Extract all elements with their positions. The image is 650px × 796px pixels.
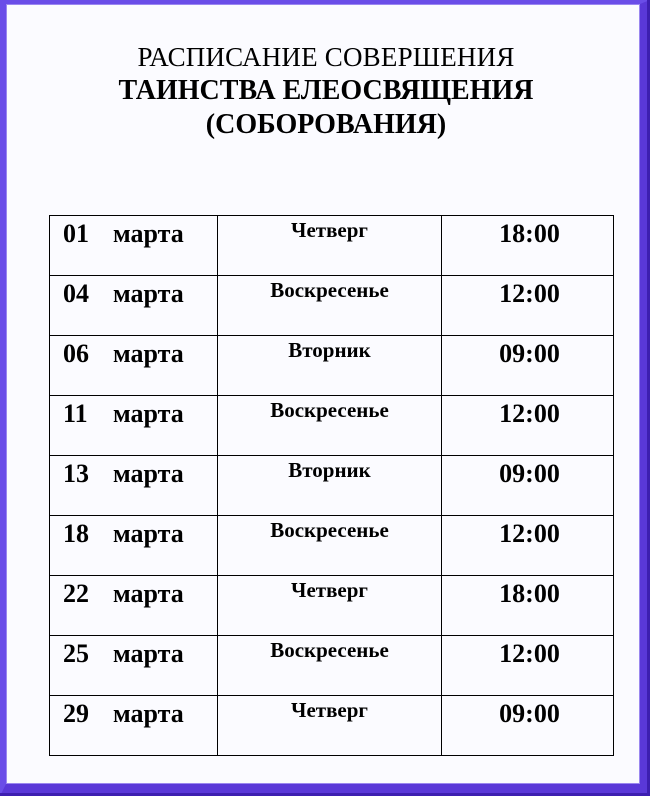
weekday: Воскресенье [270,518,389,542]
day-number: 18 [63,519,89,548]
table-row [50,216,614,276]
month-name: марта [113,519,184,548]
time-cell [442,636,614,696]
weekday: Воскресенье [270,278,389,302]
day-number: 13 [63,459,89,488]
date-cell [50,576,218,636]
month-name: марта [113,219,184,248]
title-line-2: ТАИНСТВА ЕЛЕОСВЯЩЕНИЯ [118,75,534,106]
month-name: марта [113,459,184,488]
service-time: 09:00 [499,339,560,368]
time-cell [442,396,614,456]
day-number: 22 [63,579,89,608]
date-cell [50,696,218,756]
month-name: марта [113,699,184,728]
weekday: Вторник [288,458,371,482]
date-cell [50,396,218,456]
time-cell [442,216,614,276]
month-name: марта [113,639,184,668]
day-number: 01 [63,219,89,248]
time-cell [442,456,614,516]
day-number: 25 [63,639,89,668]
title-line-3: (СОБОРОВАНИЯ) [205,109,447,140]
service-time: 18:00 [499,579,560,608]
month-name: марта [113,399,184,428]
table-row [50,336,614,396]
date-cell [50,636,218,696]
month-name: марта [113,579,184,608]
weekday: Четверг [291,578,368,602]
time-cell [442,576,614,636]
day-number: 06 [63,339,89,368]
weekday: Воскресенье [270,398,389,422]
date-cell [50,276,218,336]
table-row [50,576,614,636]
weekday: Четверг [291,698,368,722]
date-cell [50,456,218,516]
month-name: марта [113,339,184,368]
date-cell [50,516,218,576]
date-cell [50,216,218,276]
service-time: 12:00 [499,639,560,668]
weekday: Воскресенье [270,638,389,662]
weekday-cell [218,516,442,576]
table-row [50,696,614,756]
weekday-cell [218,456,442,516]
weekday-cell [218,576,442,636]
day-number: 11 [63,399,88,428]
time-cell [442,276,614,336]
schedule-title [6,40,646,142]
service-time: 12:00 [499,519,560,548]
weekday: Четверг [291,218,368,242]
time-cell [442,516,614,576]
time-cell [442,336,614,396]
date-cell [50,336,218,396]
time-cell [442,696,614,756]
service-time: 12:00 [499,279,560,308]
weekday-cell [218,216,442,276]
service-time: 09:00 [499,699,560,728]
table-row [50,516,614,576]
service-time: 09:00 [499,459,560,488]
schedule-table [49,215,614,756]
table-row [50,396,614,456]
service-time: 18:00 [499,219,560,248]
title-line-1: РАСПИСАНИЕ СОВЕРШЕНИЯ [137,42,515,72]
weekday-cell [218,336,442,396]
service-time: 12:00 [499,399,560,428]
table-row [50,456,614,516]
month-name: марта [113,279,184,308]
day-number: 04 [63,279,89,308]
table-row [50,276,614,336]
weekday-cell [218,276,442,336]
weekday-cell [218,636,442,696]
day-number: 29 [63,699,89,728]
table-row [50,636,614,696]
weekday: Вторник [288,338,371,362]
weekday-cell [218,396,442,456]
weekday-cell [218,696,442,756]
